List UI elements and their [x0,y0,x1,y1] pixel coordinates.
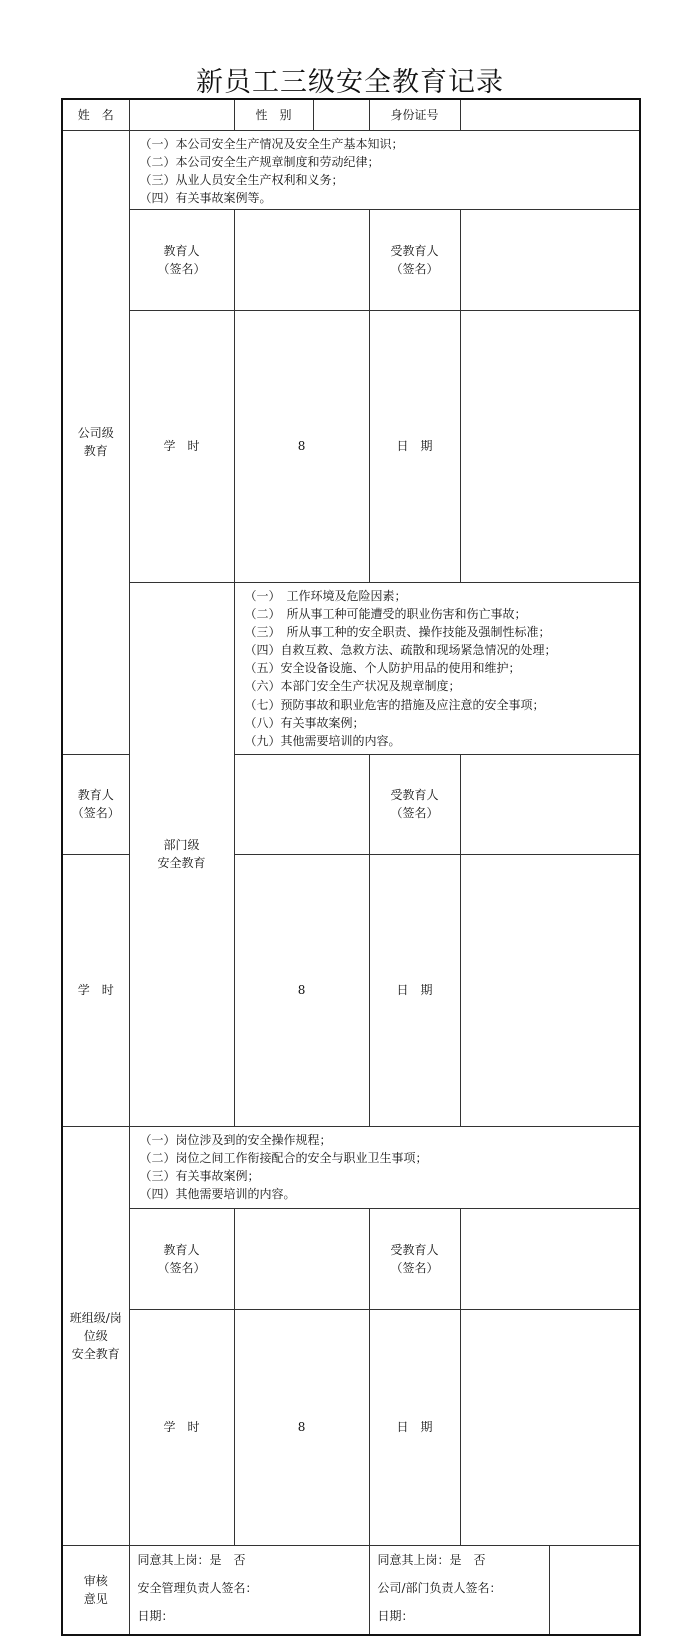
hours-label: 学 时 [129,310,234,582]
list-item: （一）岗位涉及到的安全操作规程； [139,1132,332,1147]
safety-manager-signature[interactable]: 安全管理负责人签名： [137,1580,258,1595]
list-item: （一） 工作环境及危险因素； [244,588,407,603]
educator-text: 教育人 [163,243,200,258]
sign-text: （签名） [157,261,206,276]
audit-left-block [129,1545,369,1635]
audit-label-line: 意见 [83,1591,108,1606]
trainee-label [369,754,460,854]
list-item: （二）岗位之间工作衔接配合的安全与职业卫生事项； [139,1150,428,1165]
audit-date[interactable]: 日期： [377,1608,414,1623]
date-label: 日 期 [369,1309,460,1545]
sign-text: （签名） [390,261,439,276]
date-label: 日 期 [369,310,460,582]
date-field[interactable] [460,1309,640,1545]
list-item: （三）从业人员安全生产权利和义务； [139,172,344,187]
list-item: （四）其他需要培训的内容。 [139,1187,296,1202]
sign-text: （签名） [71,806,120,820]
educator-signature-field[interactable] [234,754,369,854]
name-field[interactable] [129,99,234,130]
audit-date[interactable]: 日期： [137,1608,174,1623]
department-training-items [234,582,640,754]
hours-label: 学 时 [62,854,129,1126]
section-label-line: 教育 [83,444,108,458]
trainee-text: 受教育人 [390,788,439,802]
company-training-items [129,130,640,209]
section-label-line: 安全教育 [71,1346,120,1361]
educator-text: 教育人 [163,1242,200,1257]
approve-question[interactable]: 同意其上岗：是 否 [377,1552,486,1567]
section-team-label [62,1126,129,1545]
educator-label [129,209,234,310]
date-field[interactable] [460,310,640,582]
section-company-label [62,130,129,754]
educator-label [62,754,129,854]
audit-label-line: 审核 [83,1573,108,1588]
sign-text: （签名） [390,806,439,820]
name-label: 姓 名 [62,99,129,130]
section-department-label [129,582,234,1126]
trainee-text: 受教育人 [390,243,439,258]
trainee-text: 受教育人 [390,1242,439,1257]
list-item: （四）有关事故案例等。 [139,191,272,206]
section-label-line: 位级 [83,1328,108,1343]
section-label-line: 公司级 [77,426,114,440]
educator-text: 教育人 [77,788,114,802]
department-head-signature[interactable]: 公司/部门负责人签名： [377,1580,502,1595]
sign-text: （签名） [157,1260,206,1275]
gender-field[interactable] [313,99,369,130]
list-item: （三） 所从事工种的安全职责、操作技能及强制性标准； [244,624,551,639]
list-item: （七）预防事故和职业危害的措施及应注意的安全事项； [244,697,545,712]
list-item: （六）本部门安全生产状况及规章制度； [244,679,461,694]
date-label: 日 期 [369,854,460,1126]
date-field[interactable] [460,854,640,1126]
id-number-field[interactable] [460,99,640,130]
hours-label: 学 时 [129,1309,234,1545]
team-training-items [129,1126,640,1208]
audit-blank-cell[interactable] [549,1545,640,1635]
trainee-signature-field[interactable] [460,1208,640,1309]
educator-signature-field[interactable] [234,209,369,310]
list-item: （二）本公司安全生产规章制度和劳动纪律； [139,154,380,169]
trainee-label [369,209,460,310]
list-item: （九）其他需要培训的内容。 [244,734,401,748]
trainee-signature-field[interactable] [460,209,640,310]
list-item: （二） 所从事工种可能遭受的职业伤害和伤亡事故； [244,606,527,621]
hours-value: 8 [234,310,369,582]
page-title: 新员工三级安全教育记录 [196,67,504,98]
approve-question[interactable]: 同意其上岗：是 否 [137,1552,246,1567]
list-item: （五）安全设备设施、个人防护用品的使用和维护； [244,661,521,676]
trainee-signature-field[interactable] [460,754,640,854]
educator-signature-field[interactable] [234,1208,369,1309]
hours-value: 8 [234,1309,369,1545]
sign-text: （签名） [390,1260,439,1275]
list-item: （八）有关事故案例； [244,715,365,730]
hours-value: 8 [234,854,369,1126]
section-label-line: 部门级 [163,838,200,852]
list-item: （一）本公司安全生产情况及安全生产基本知识； [139,136,404,151]
list-item: （三）有关事故案例； [139,1168,260,1183]
trainee-label [369,1208,460,1309]
educator-label [129,1208,234,1309]
list-item: （四）自救互救、急救方法、疏散和现场紧急情况的处理； [244,643,557,658]
education-record-table [61,98,641,1636]
audit-label [62,1545,129,1635]
id-number-label: 身份证号 [369,99,460,130]
gender-label: 性 别 [234,99,313,130]
section-label-line: 班组级/岗 [69,1310,122,1325]
section-label-line: 安全教育 [157,856,206,870]
audit-right-block [369,1545,549,1635]
